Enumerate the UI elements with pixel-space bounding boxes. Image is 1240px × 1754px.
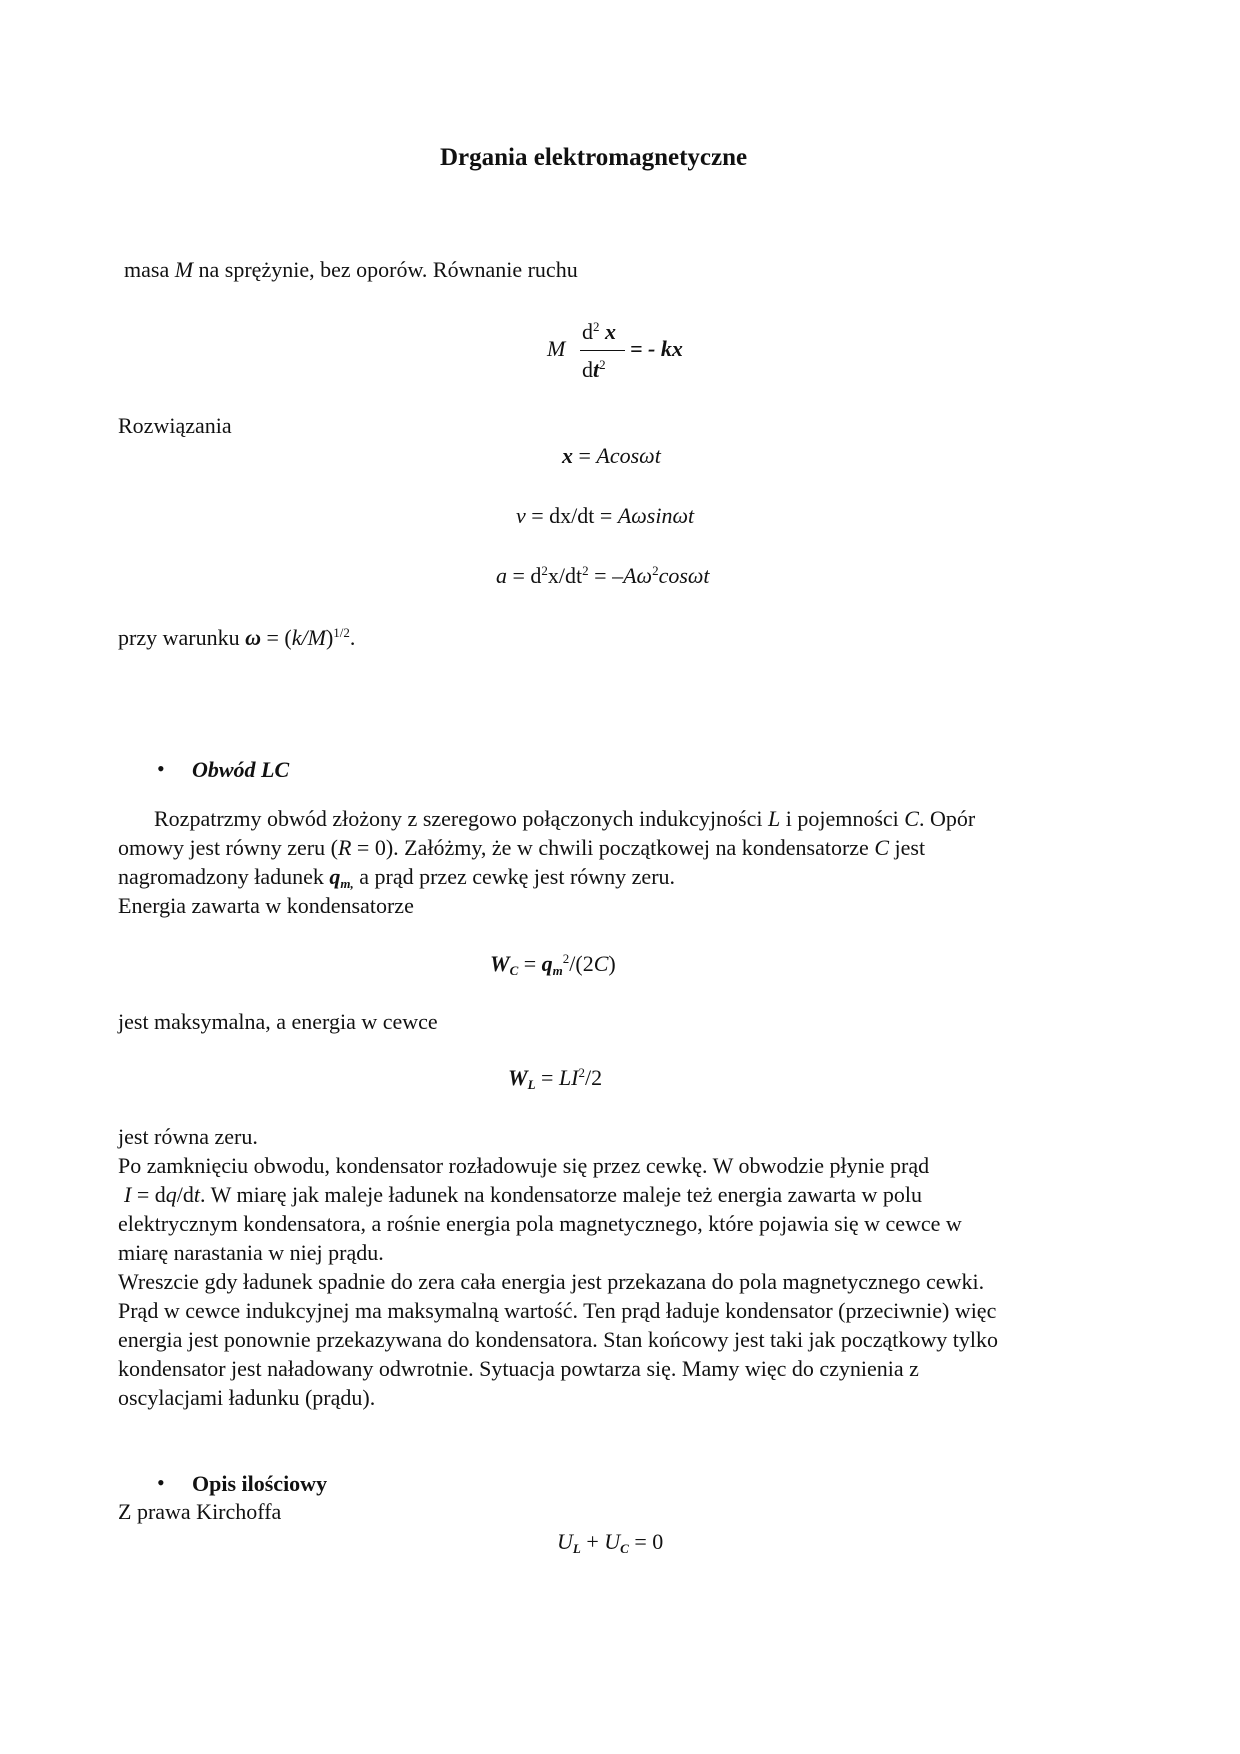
solutions-label: Rozwiązania bbox=[118, 413, 232, 438]
equation-wc: $W_C = q_m^2/(2C)$ bbox=[490, 951, 616, 978]
condition-line: przy warunku $\omega = (k/M)^{1/2}$. bbox=[118, 625, 356, 650]
para2-line: Po zamknięciu obwodu, kondensator rozładowuje się przez cewkę. W obwodzie płynie prąd bbox=[118, 1153, 930, 1178]
eq-motion-numerator: $d^2$ x bbox=[582, 319, 616, 344]
para2-line: energia jest ponownie przekazywana do kondensatora. Stan końcowy jest taki jak początkowy tylko bbox=[118, 1327, 998, 1352]
intro-line: masa M na sprężynie, bez oporów. Równanie ruchu bbox=[124, 257, 578, 282]
para2-line: elektrycznym kondensatora, a rośnie energia pola magnetycznego, które pojawia się w cewce w bbox=[118, 1211, 962, 1236]
fraction-bar bbox=[580, 350, 625, 351]
section-title-lc: Obwód LC bbox=[192, 757, 290, 782]
eq-motion-lhs: M bbox=[547, 336, 566, 361]
paragraph-lc bbox=[118, 804, 975, 920]
equation-kirchhoff: $U_L + U_C = 0$ bbox=[557, 1529, 664, 1556]
bullet-icon: • bbox=[157, 756, 165, 781]
solution-x: x = Acosωt bbox=[562, 443, 661, 468]
para2-line: I = dq/dt. W miarę jak maleje ładunek na kondensatorze maleje też energia zawarta w polu bbox=[124, 1182, 923, 1207]
equation-wl: $W_L = LI^2/2$ bbox=[508, 1065, 603, 1092]
eq-motion-denominator: $dt^2$ bbox=[582, 357, 606, 382]
para1-line: omowy jest równy zeru (R = 0). Załóżmy, że w chwili początkowej na kondensatorze C jest bbox=[118, 835, 926, 860]
para2-line: kondensator jest naładowany odwrotnie. Sytuacja powtarza się. Mamy więc do czynienia z bbox=[118, 1356, 919, 1381]
solution-v: v = dx/dt = Aωsinωt bbox=[516, 503, 695, 528]
section-title-quantitative: Opis ilościowy bbox=[192, 1471, 328, 1496]
para2-line: oscylacjami ładunku (prądu). bbox=[118, 1385, 376, 1410]
var-M: M bbox=[174, 257, 194, 282]
max-label: jest maksymalna, a energia w cewce bbox=[118, 1009, 438, 1034]
zero-label: jest równa zeru. bbox=[118, 1124, 258, 1149]
energy-cap-label: Energia zawarta w kondensatorze bbox=[118, 893, 414, 918]
para2-line: Prąd w cewce indukcyjnej ma maksymalną wartość. Ten prąd ładuje kondensator (przeciwnie) więc bbox=[118, 1298, 997, 1323]
para2-line: miarę narastania w niej prądu. bbox=[118, 1240, 384, 1265]
para2-line: Wreszcie gdy ładunek spadnie do zera cała energia jest przekazana do pola magnetycznego cewki. bbox=[118, 1269, 985, 1294]
kirchhoff-label: Z prawa Kirchoffa bbox=[118, 1499, 282, 1524]
page-title: Drgania elektromagnetyczne bbox=[440, 144, 748, 171]
paragraph-discharge bbox=[118, 1122, 998, 1412]
para1-line: nagromadzony ładunek $q_{m,}$ a prąd przez cewkę jest równy zeru. bbox=[118, 864, 676, 891]
para1-line: Rozpatrzmy obwód złożony z szeregowo połączonych indukcyjności L i pojemności C. Opór bbox=[154, 806, 976, 831]
solution-a: $a = d^2x/dt^2 = -A\omega^2\cos\omega t$ bbox=[496, 563, 710, 588]
bullet-icon: • bbox=[157, 1470, 165, 1495]
eq-motion-rhs: = - kx bbox=[630, 336, 683, 361]
